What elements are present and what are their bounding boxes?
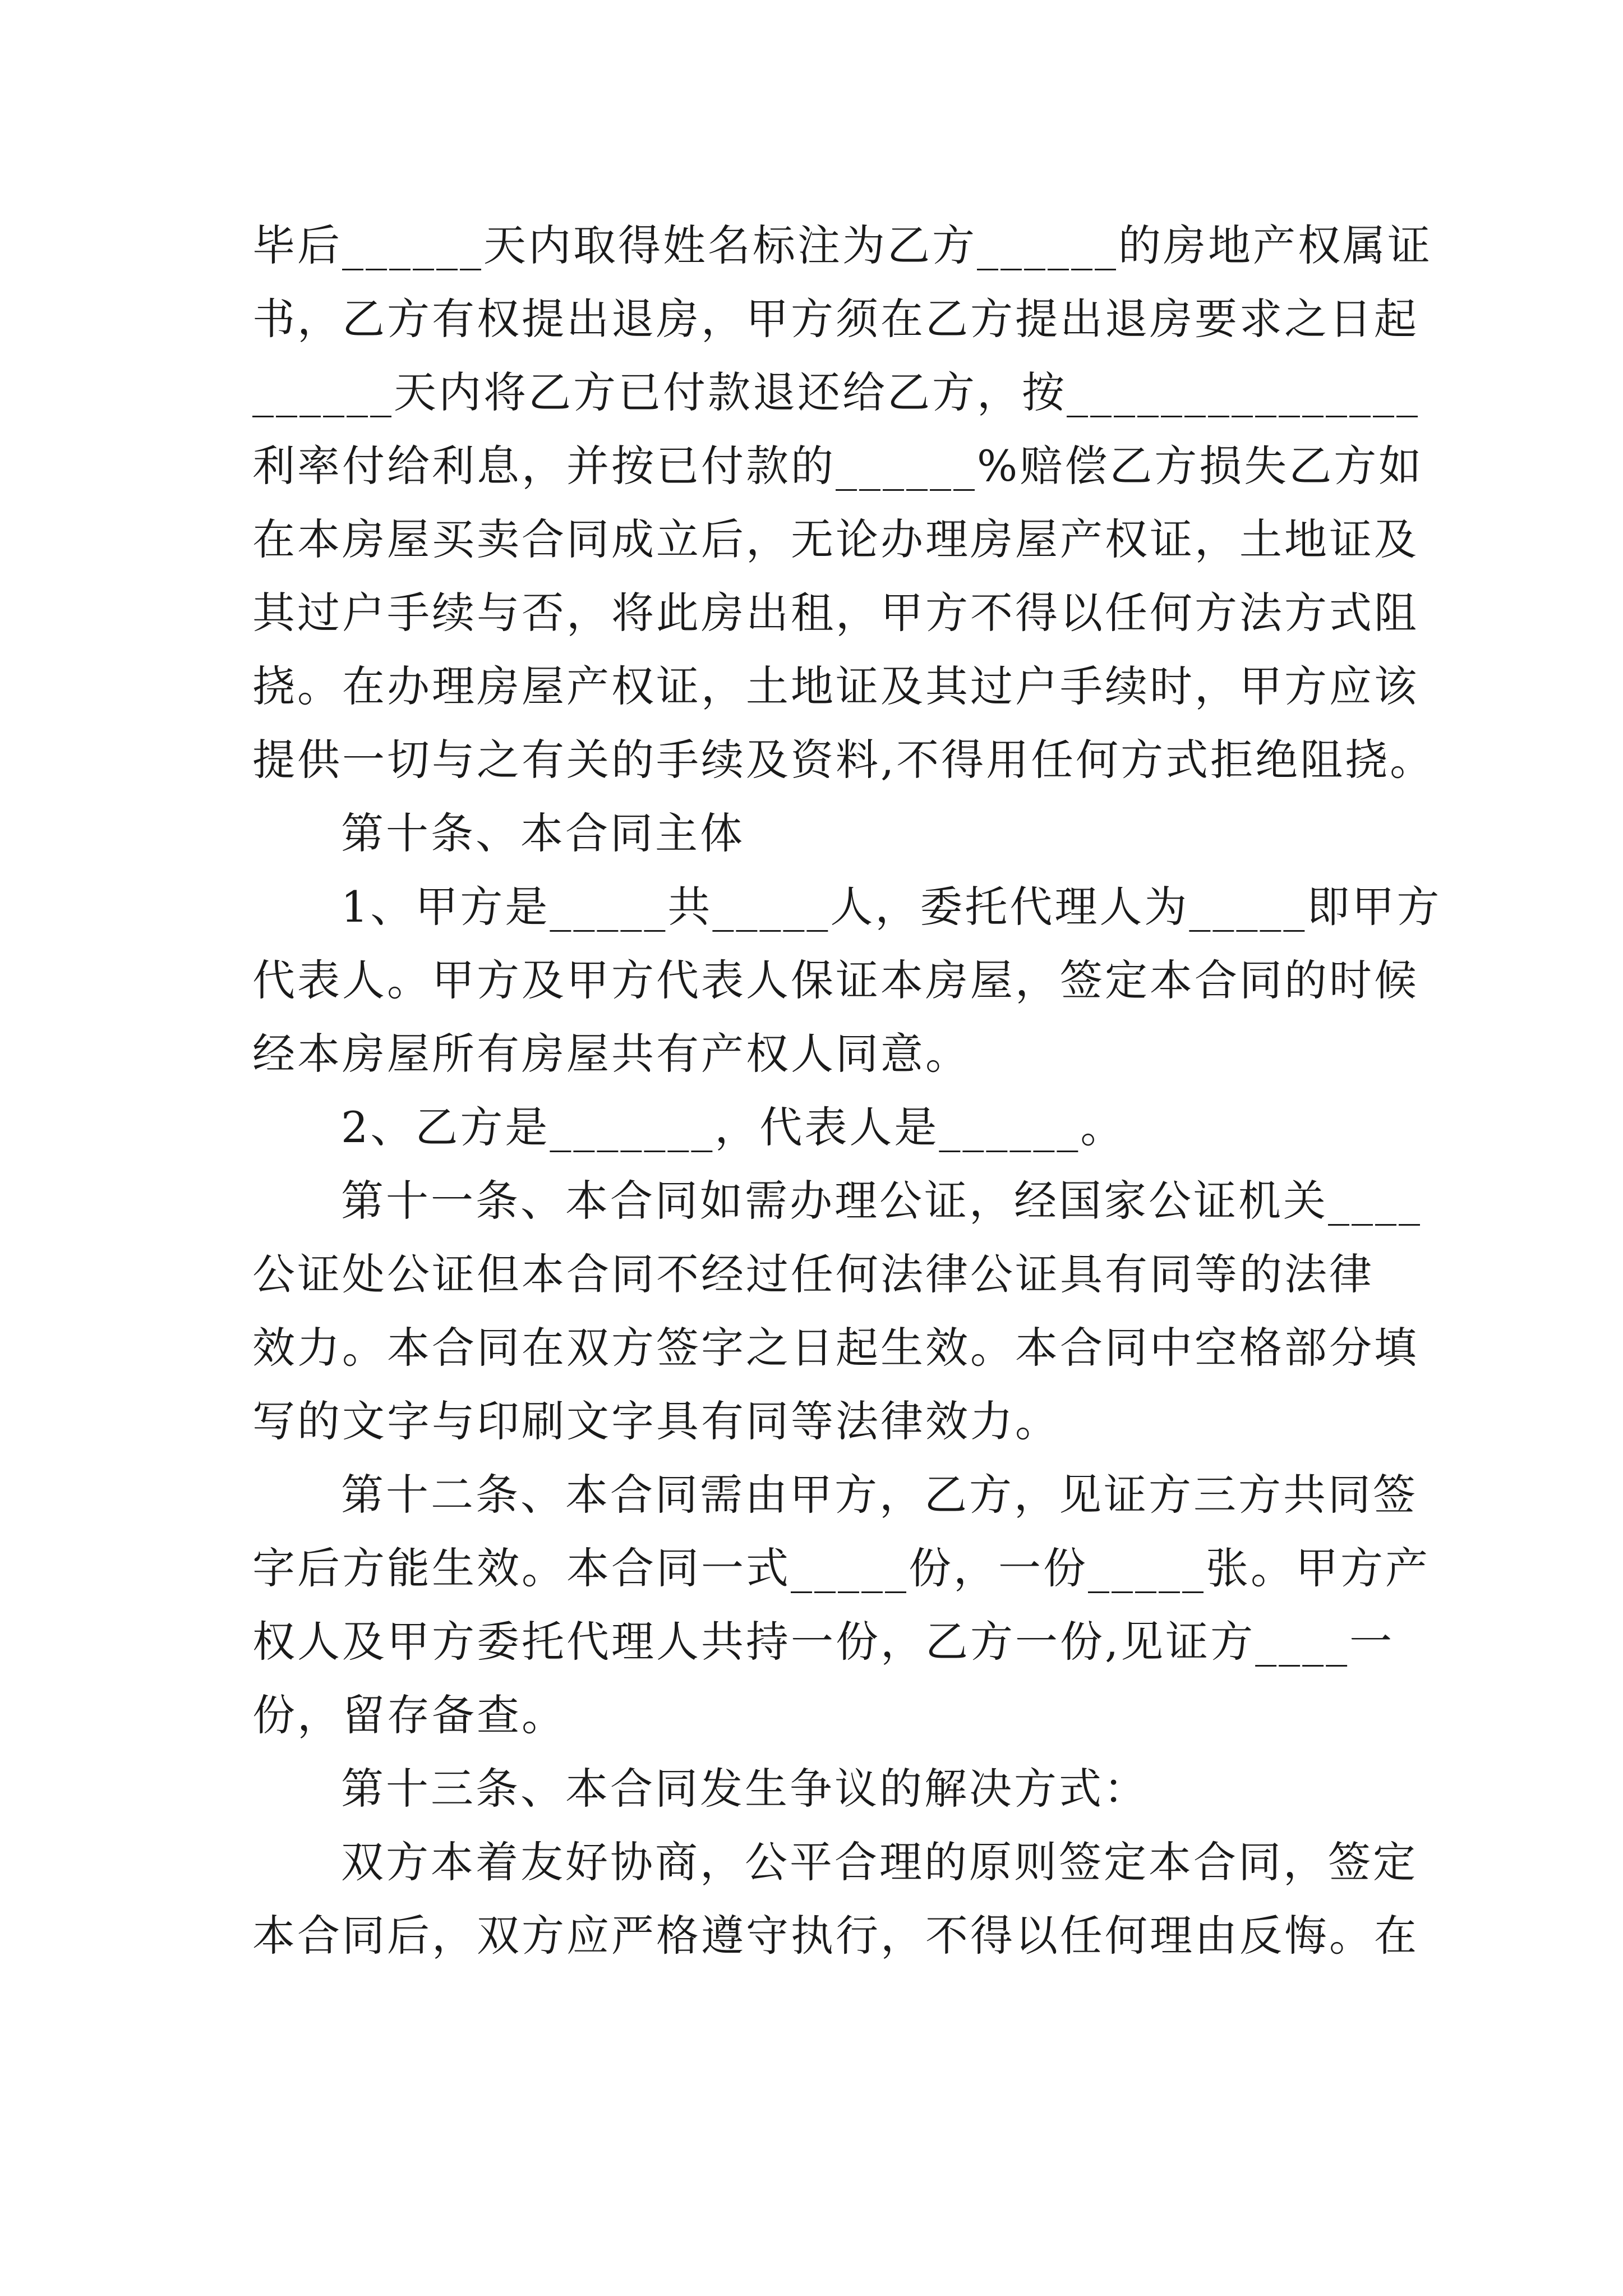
body-line: 代表人。甲方及甲方代表人保证本房屋，签定本合同的时候 — [252, 955, 1419, 1005]
body-line: 第十一条、本合同如需办理公证，经国家公证机关____ — [341, 1176, 1422, 1226]
body-line: 利率付给利息，并按已付款的______%赔偿乙方损失乙方如 — [252, 441, 1424, 491]
body-line: 毕后______天内取得姓名标注为乙方______的房地产权属证 — [252, 220, 1432, 270]
body-line: 经本房屋所有房屋共有产权人同意。 — [252, 1029, 970, 1079]
body-line: 字后方能生效。本合同一式_____份，一份_____张。甲方产 — [252, 1543, 1430, 1593]
body-line: 在本房屋买卖合同成立后，无论办理房屋产权证，土地证及 — [252, 514, 1419, 564]
body-line: 2、乙方是_______，代表人是______。 — [341, 1102, 1126, 1152]
body-line: 本合同后，双方应严格遵守执行，不得以任何理由反悔。在 — [252, 1911, 1419, 1961]
section-heading: 第十三条、本合同发生争议的解决方式： — [341, 1764, 1149, 1814]
body-line: ______天内将乙方已付款退还给乙方，按_______________ — [252, 367, 1420, 417]
body-line: 挠。在办理房屋产权证，土地证及其过户手续时，甲方应该 — [252, 661, 1419, 711]
body-line: 第十二条、本合同需由甲方，乙方，见证方三方共同签 — [341, 1470, 1418, 1520]
body-line: 公证处公证但本合同不经过任何法律公证具有同等的法律 — [252, 1249, 1374, 1299]
body-line: 1、甲方是_____共_____人，委托代理人为_____即甲方 — [341, 882, 1442, 932]
section-heading: 第十条、本合同主体 — [341, 808, 745, 858]
body-line: 提供一切与之有关的手续及资料,不得用任何方式拒绝阻挠。 — [252, 735, 1435, 785]
body-line: 其过户手续与否，将此房出租，甲方不得以任何方法方式阻 — [252, 588, 1419, 638]
body-line: 书，乙方有权提出退房，甲方须在乙方提出退房要求之日起 — [252, 294, 1419, 344]
body-line: 份，留存备查。 — [252, 1690, 566, 1740]
body-line: 写的文字与印刷文字具有同等法律效力。 — [252, 1396, 1060, 1446]
body-line: 效力。本合同在双方签字之日起生效。本合同中空格部分填 — [252, 1323, 1419, 1373]
body-line: 权人及甲方委托代理人共持一份，乙方一份,见证方____一 — [252, 1617, 1395, 1667]
body-line: 双方本着友好协商，公平合理的原则签定本合同，签定 — [341, 1837, 1418, 1887]
